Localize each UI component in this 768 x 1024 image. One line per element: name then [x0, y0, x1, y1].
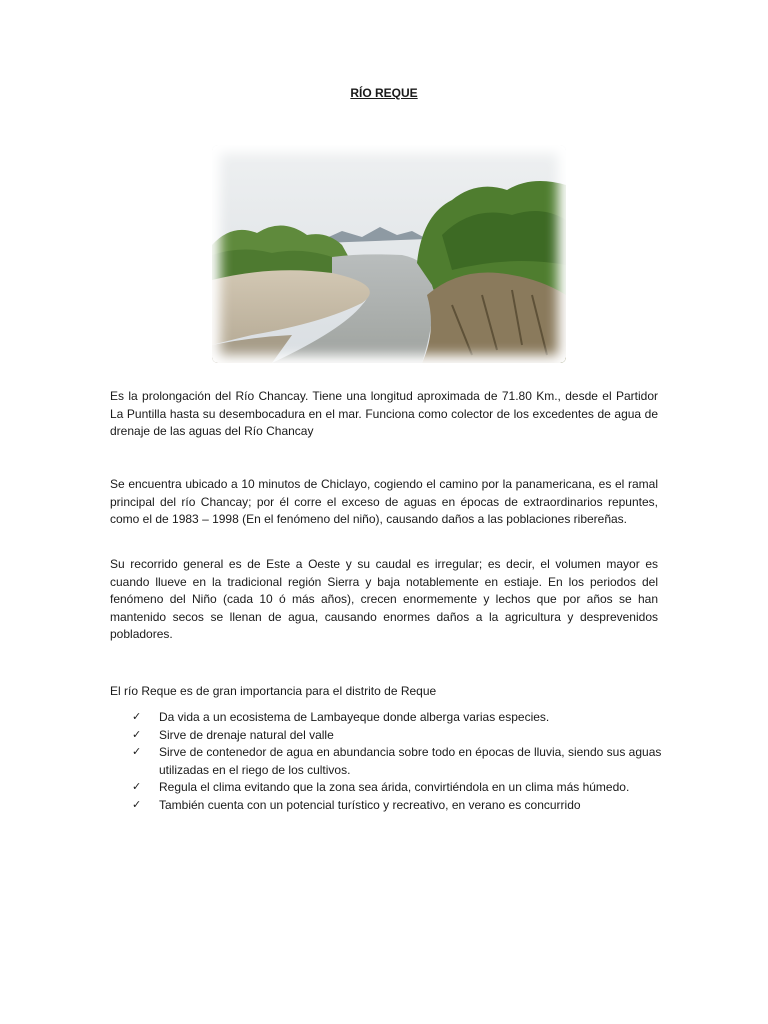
list-item	[132, 727, 662, 745]
checkmark-icon: ✓	[132, 728, 142, 741]
list-item	[132, 797, 662, 815]
paragraph-4: El río Reque es de gran importancia para el distrito de Reque	[110, 684, 437, 698]
paragraph-3: Su recorrido general es de Este a Oeste y su caudal es irregular; es decir, el volumen mayor es cuando llueve en la tradicional región Sierra y baja notablemente en estiaje. En los periodos del fenómeno del Niño (cada 10 ó más años), crecen enormemente y lechos que por años se han mantenido secos se llenan de agua, causando enormes daños a la agricultura y desprevenidos pobladores.	[110, 557, 658, 641]
list-item	[132, 744, 662, 779]
list-item-text: Da vida a un ecosistema de Lambayeque donde alberga varias especies.	[159, 710, 550, 724]
importance-list	[132, 709, 662, 814]
paragraph-1: Es la prolongación del Río Chancay. Tiene una longitud aproximada de 71.80 Km., desde el Partidor La Puntilla hasta su desembocadura en el mar. Funciona como colector de los excedentes de agua de drenaje de las aguas del Río Chancay	[110, 389, 658, 438]
list-item	[132, 779, 662, 797]
checkmark-icon: ✓	[132, 711, 142, 723]
paragraph-2: Se encuentra ubicado a 10 minutos de Chiclayo, cogiendo el camino por la panamericana, es el ramal principal del río Chancay; por él corre el exceso de aguas en épocas de extraordinarios repuntes, como el de 1983 – 1998 (En el fenómeno del niño), causando daños a las poblaciones ribereñas.	[110, 477, 658, 526]
checkmark-icon: ✓	[132, 781, 142, 793]
list-item-text: También cuenta con un potencial turístico y recreativo, en verano es concurrido	[159, 797, 581, 812]
checkmark-icon: ✓	[132, 746, 142, 758]
list-item-text: Sirve de drenaje natural del valle	[159, 727, 334, 742]
checkmark-icon: ✓	[132, 798, 142, 811]
river-photo	[212, 145, 566, 363]
list-item-text: Sirve de contenedor de agua en abundancia sobre todo en épocas de lluvia, siendo sus aguas utilizadas en el riego de los cultivos.	[159, 745, 662, 777]
document-title: RÍO REQUE	[350, 86, 418, 100]
list-item	[132, 709, 662, 727]
list-item-text: Regula el clima evitando que la zona sea árida, convirtiéndola en un clima más húmedo.	[159, 780, 630, 794]
